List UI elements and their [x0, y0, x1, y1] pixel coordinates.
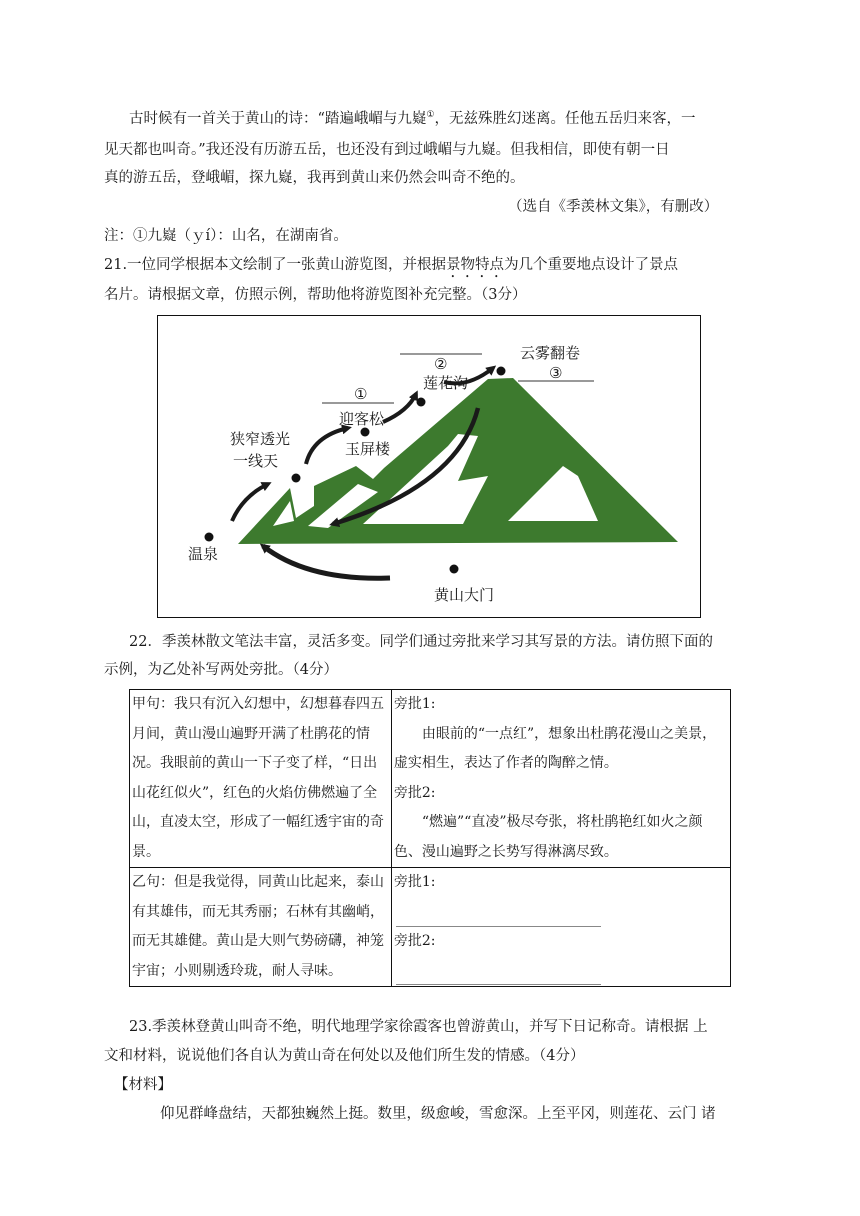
tour-map [157, 315, 701, 618]
yi-p1-answer-field[interactable] [396, 898, 601, 927]
yi-annotations [391, 868, 730, 987]
para-line-2: 见天都也叫奇。”我还没有历游五岳，也还没有到过峨嵋与九嶷。但我相信，即使有朝一日 [104, 142, 670, 158]
para-text: ，无兹殊胜幻迷离。任他五岳归来客，一 [434, 110, 696, 127]
table-row-jia [130, 690, 731, 868]
table-row-yi [130, 868, 731, 987]
dot-yingkesong [361, 428, 370, 437]
jia-annotations [391, 690, 730, 868]
label-xiazhai-1: 狭窄透光 [230, 430, 291, 448]
tour-map-svg [158, 316, 699, 616]
jia-p1-label: 旁批1: [393, 696, 436, 712]
q21-text: 为几个重要地点设计了景点 [504, 257, 679, 273]
jia-p2-text: “燃遍”“直凌”极尽夸张，将杜鹃艳红如火之颜色、漫山遍野之长势写得淋漓尽致。 [393, 814, 703, 860]
label-lianhuagou: 莲花沟 [423, 374, 469, 392]
q21-line-1 [104, 255, 678, 281]
q23-line-2: 文和材料，说说他们各自认为黄山奇在何处以及他们所生发的情感。（4分） [104, 1048, 585, 1064]
footnote-mark: ① [426, 110, 435, 120]
label-gate: 黄山大门 [434, 586, 495, 604]
dot-gate [450, 565, 459, 574]
label-yunwu: 云雾翻卷 [520, 344, 581, 362]
para-line-1 [129, 105, 696, 129]
label-xiazhai-2: 一线天 [233, 452, 279, 470]
label-blank-3: ③ [549, 364, 563, 382]
dot-yunwu [497, 367, 506, 376]
label-yingkesong: 迎客松 [339, 410, 385, 428]
label-yupinglou: 玉屏楼 [345, 440, 391, 458]
yi-sentence: 乙句：但是我觉得，同黄山比起来，泰山有其雄伟，而无其秀丽；石林有其幽峭，而无其雄健。黄山是大则气势磅礴，神笼宇宙；小则剔透玲珑，耐人寻味。 [130, 868, 392, 987]
jia-p1-text: 由眼前的“一点红”，想象出杜鹃花漫山之美景，虚实相生，表达了作者的陶醉之情。 [393, 725, 717, 771]
para-line-3: 真的游五岳，登峨嵋，探九嶷，我再到黄山来仍然会叫奇不绝的。 [104, 170, 525, 186]
source-note: （选自《季羡林文集》，有删改） [508, 199, 719, 215]
jia-sentence: 甲句：我只有沉入幻想中，幻想暮春四五月间，黄山漫山遍野开满了杜鹃花的情况。我眼前的黄山一下子变了样，“日出山花红似火”，红色的火焰仿佛燃遍了全山，直凌太空，形成了一幅红透宇宙的奇景。 [130, 690, 392, 868]
material-line-1: 仰见群峰盘结，天都独巍然上挺。数里，级愈峻，雪愈深。上至平冈，则莲花、云门 诸 [160, 1106, 716, 1122]
q23-line-1: 23.季羡林登黄山叫奇不绝，明代地理学家徐霞客也曾游黄山，并写下日记称奇。请根据 上 [129, 1019, 708, 1035]
annotation-table [129, 689, 731, 987]
para-text: 古时候有一首关于黄山的诗：“踏遍峨嵋与九嶷 [129, 110, 427, 127]
label-blank-1: ① [354, 385, 368, 403]
label-blank-2: ② [434, 355, 448, 373]
dot-wenquan [205, 533, 214, 542]
q22-line-2: 示例，为乙处补写两处旁批。（4分） [104, 662, 338, 678]
footnote: 注：①九嶷（ｙí）：山名，在湖南省。 [104, 228, 348, 244]
dot-yixiantian [292, 474, 301, 483]
yi-p2-label: 旁批2: [393, 932, 436, 949]
q21-text: 21.一位同学根据本文绘制了一张黄山游览图，并根据 [104, 257, 447, 273]
q22-line-1: 22．季羡林散文笔法丰富，灵活多变。同学们通过旁批来学习其写景的方法。请仿照下面的 [129, 634, 713, 650]
q21-emphasis: 景物特点 [446, 257, 505, 273]
material-heading: 【材料】 [114, 1077, 172, 1093]
label-wenquan: 温泉 [188, 545, 219, 563]
yi-p2-answer-field[interactable] [396, 956, 601, 985]
q21-line-2: 名片。请根据文章，仿照示例，帮助他将游览图补充完整。（3分） [104, 287, 527, 303]
jia-p2-label: 旁批2: [393, 784, 436, 801]
dot-lianhuagou [417, 398, 426, 407]
yi-p1-label: 旁批1: [393, 874, 436, 890]
mountain-shape [238, 378, 678, 544]
